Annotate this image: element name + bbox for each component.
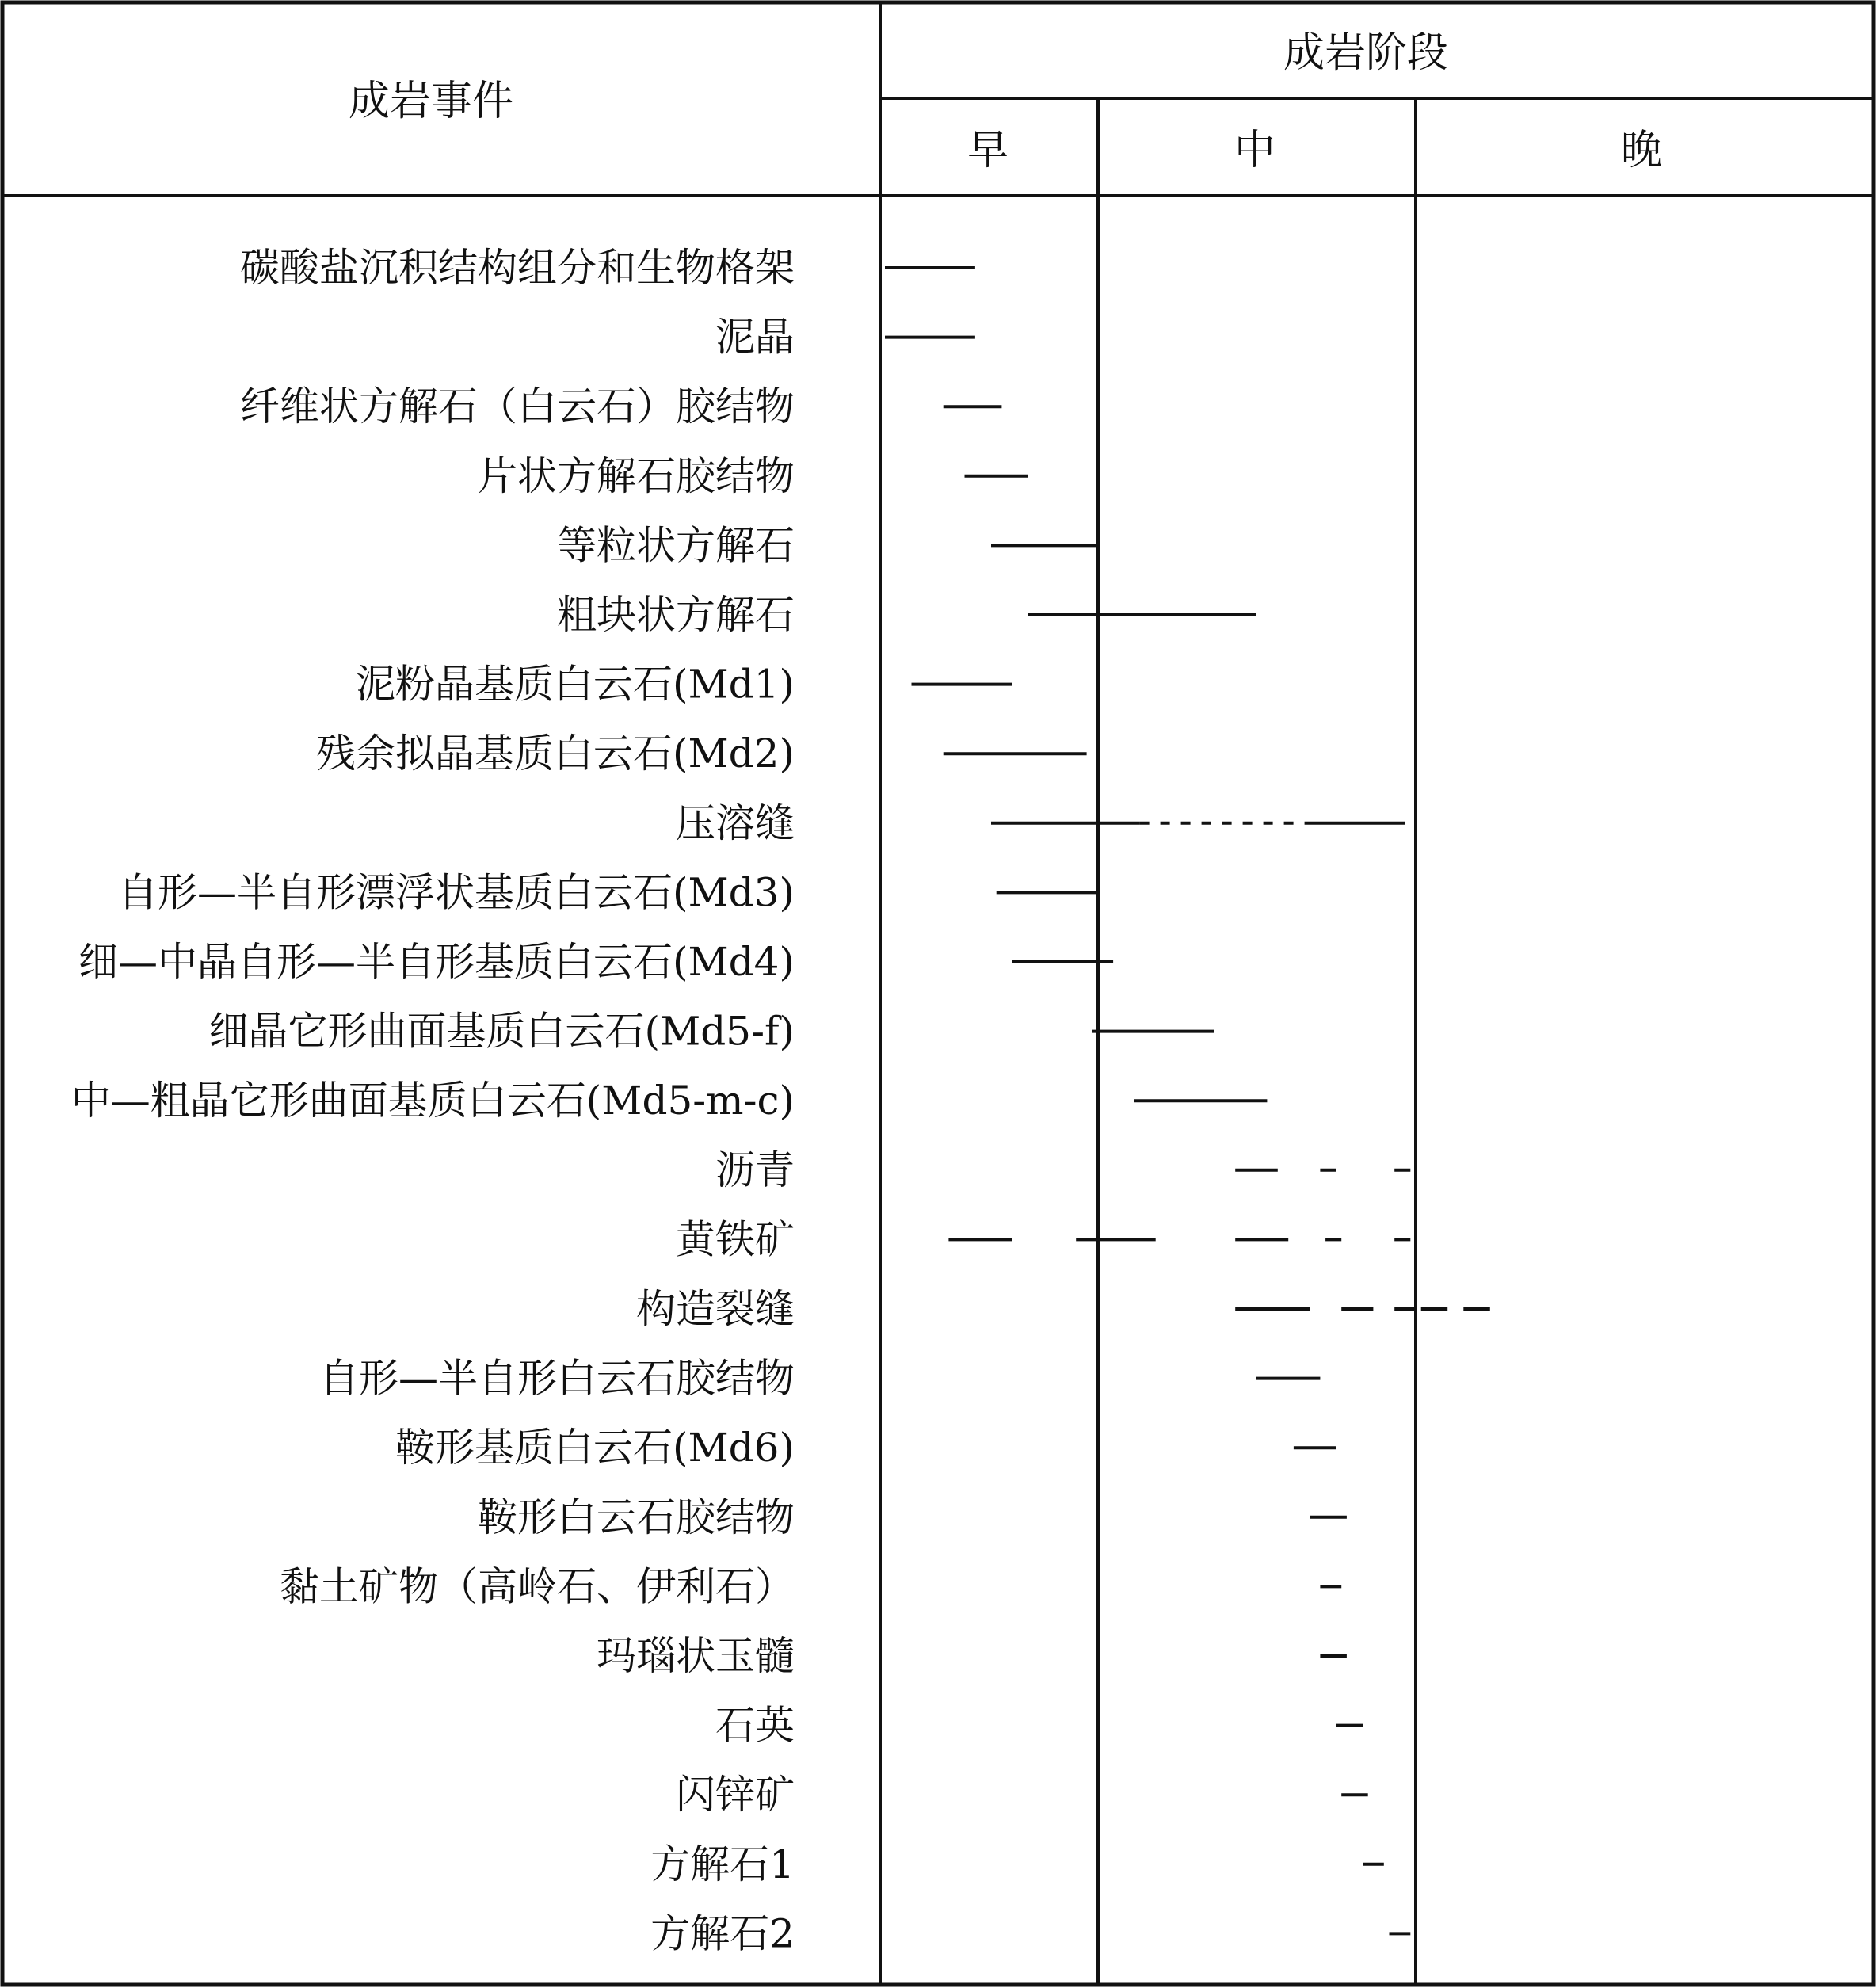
event-label: 自形—半自形白云石胶结物 xyxy=(319,1355,795,1402)
event-label: 黏土矿物（高岭石、伊利石） xyxy=(280,1563,795,1610)
event-label: 压溶缝 xyxy=(676,799,795,846)
stage-late-label: 晚 xyxy=(1620,127,1663,174)
event-label: 鞍形白云石胶结物 xyxy=(478,1494,795,1540)
stage-column-title: 成岩阶段 xyxy=(1283,29,1449,77)
event-label: 闪锌矿 xyxy=(676,1772,795,1818)
table-frame xyxy=(2,2,1874,1985)
event-label: 细晶它形曲面基质白云石(Md5-f) xyxy=(208,1008,795,1055)
event-label: 自形—半自形漂浮状基质白云石(Md3) xyxy=(117,869,795,916)
events-column-title: 成岩事件 xyxy=(348,78,514,125)
event-label: 方解石2 xyxy=(650,1910,795,1957)
stage-middle-label: 中 xyxy=(1234,127,1276,174)
event-label: 纤维状方解石（白云石）胶结物 xyxy=(240,383,795,430)
event-label: 泥粉晶基质白云石(Md1) xyxy=(355,661,795,708)
event-label: 细—中晶自形—半自形基质白云石(Md4) xyxy=(78,939,795,985)
event-label: 方解石1 xyxy=(650,1841,795,1887)
event-label: 玛瑙状玉髓 xyxy=(597,1633,795,1679)
event-rows xyxy=(71,245,1490,1956)
event-label: 中—粗晶它形曲面基质白云石(Md5-m-c) xyxy=(71,1078,795,1124)
event-label: 沥青 xyxy=(715,1147,795,1193)
event-label: 鞍形基质白云石(Md6) xyxy=(395,1425,795,1471)
event-label: 石英 xyxy=(715,1702,795,1749)
event-label: 片状方解石胶结物 xyxy=(478,452,795,499)
event-label: 泥晶 xyxy=(715,314,795,361)
event-label: 构造裂缝 xyxy=(636,1286,795,1332)
event-label: 碳酸盐沉积结构组分和生物格架 xyxy=(240,245,795,291)
event-label: 等粒状方解石 xyxy=(557,522,795,569)
event-label: 残余拟晶基质白云石(Md2) xyxy=(315,731,795,777)
event-label: 粗块状方解石 xyxy=(557,592,795,638)
stage-early-label: 早 xyxy=(967,127,1009,174)
event-label: 黄铁矿 xyxy=(676,1216,795,1263)
